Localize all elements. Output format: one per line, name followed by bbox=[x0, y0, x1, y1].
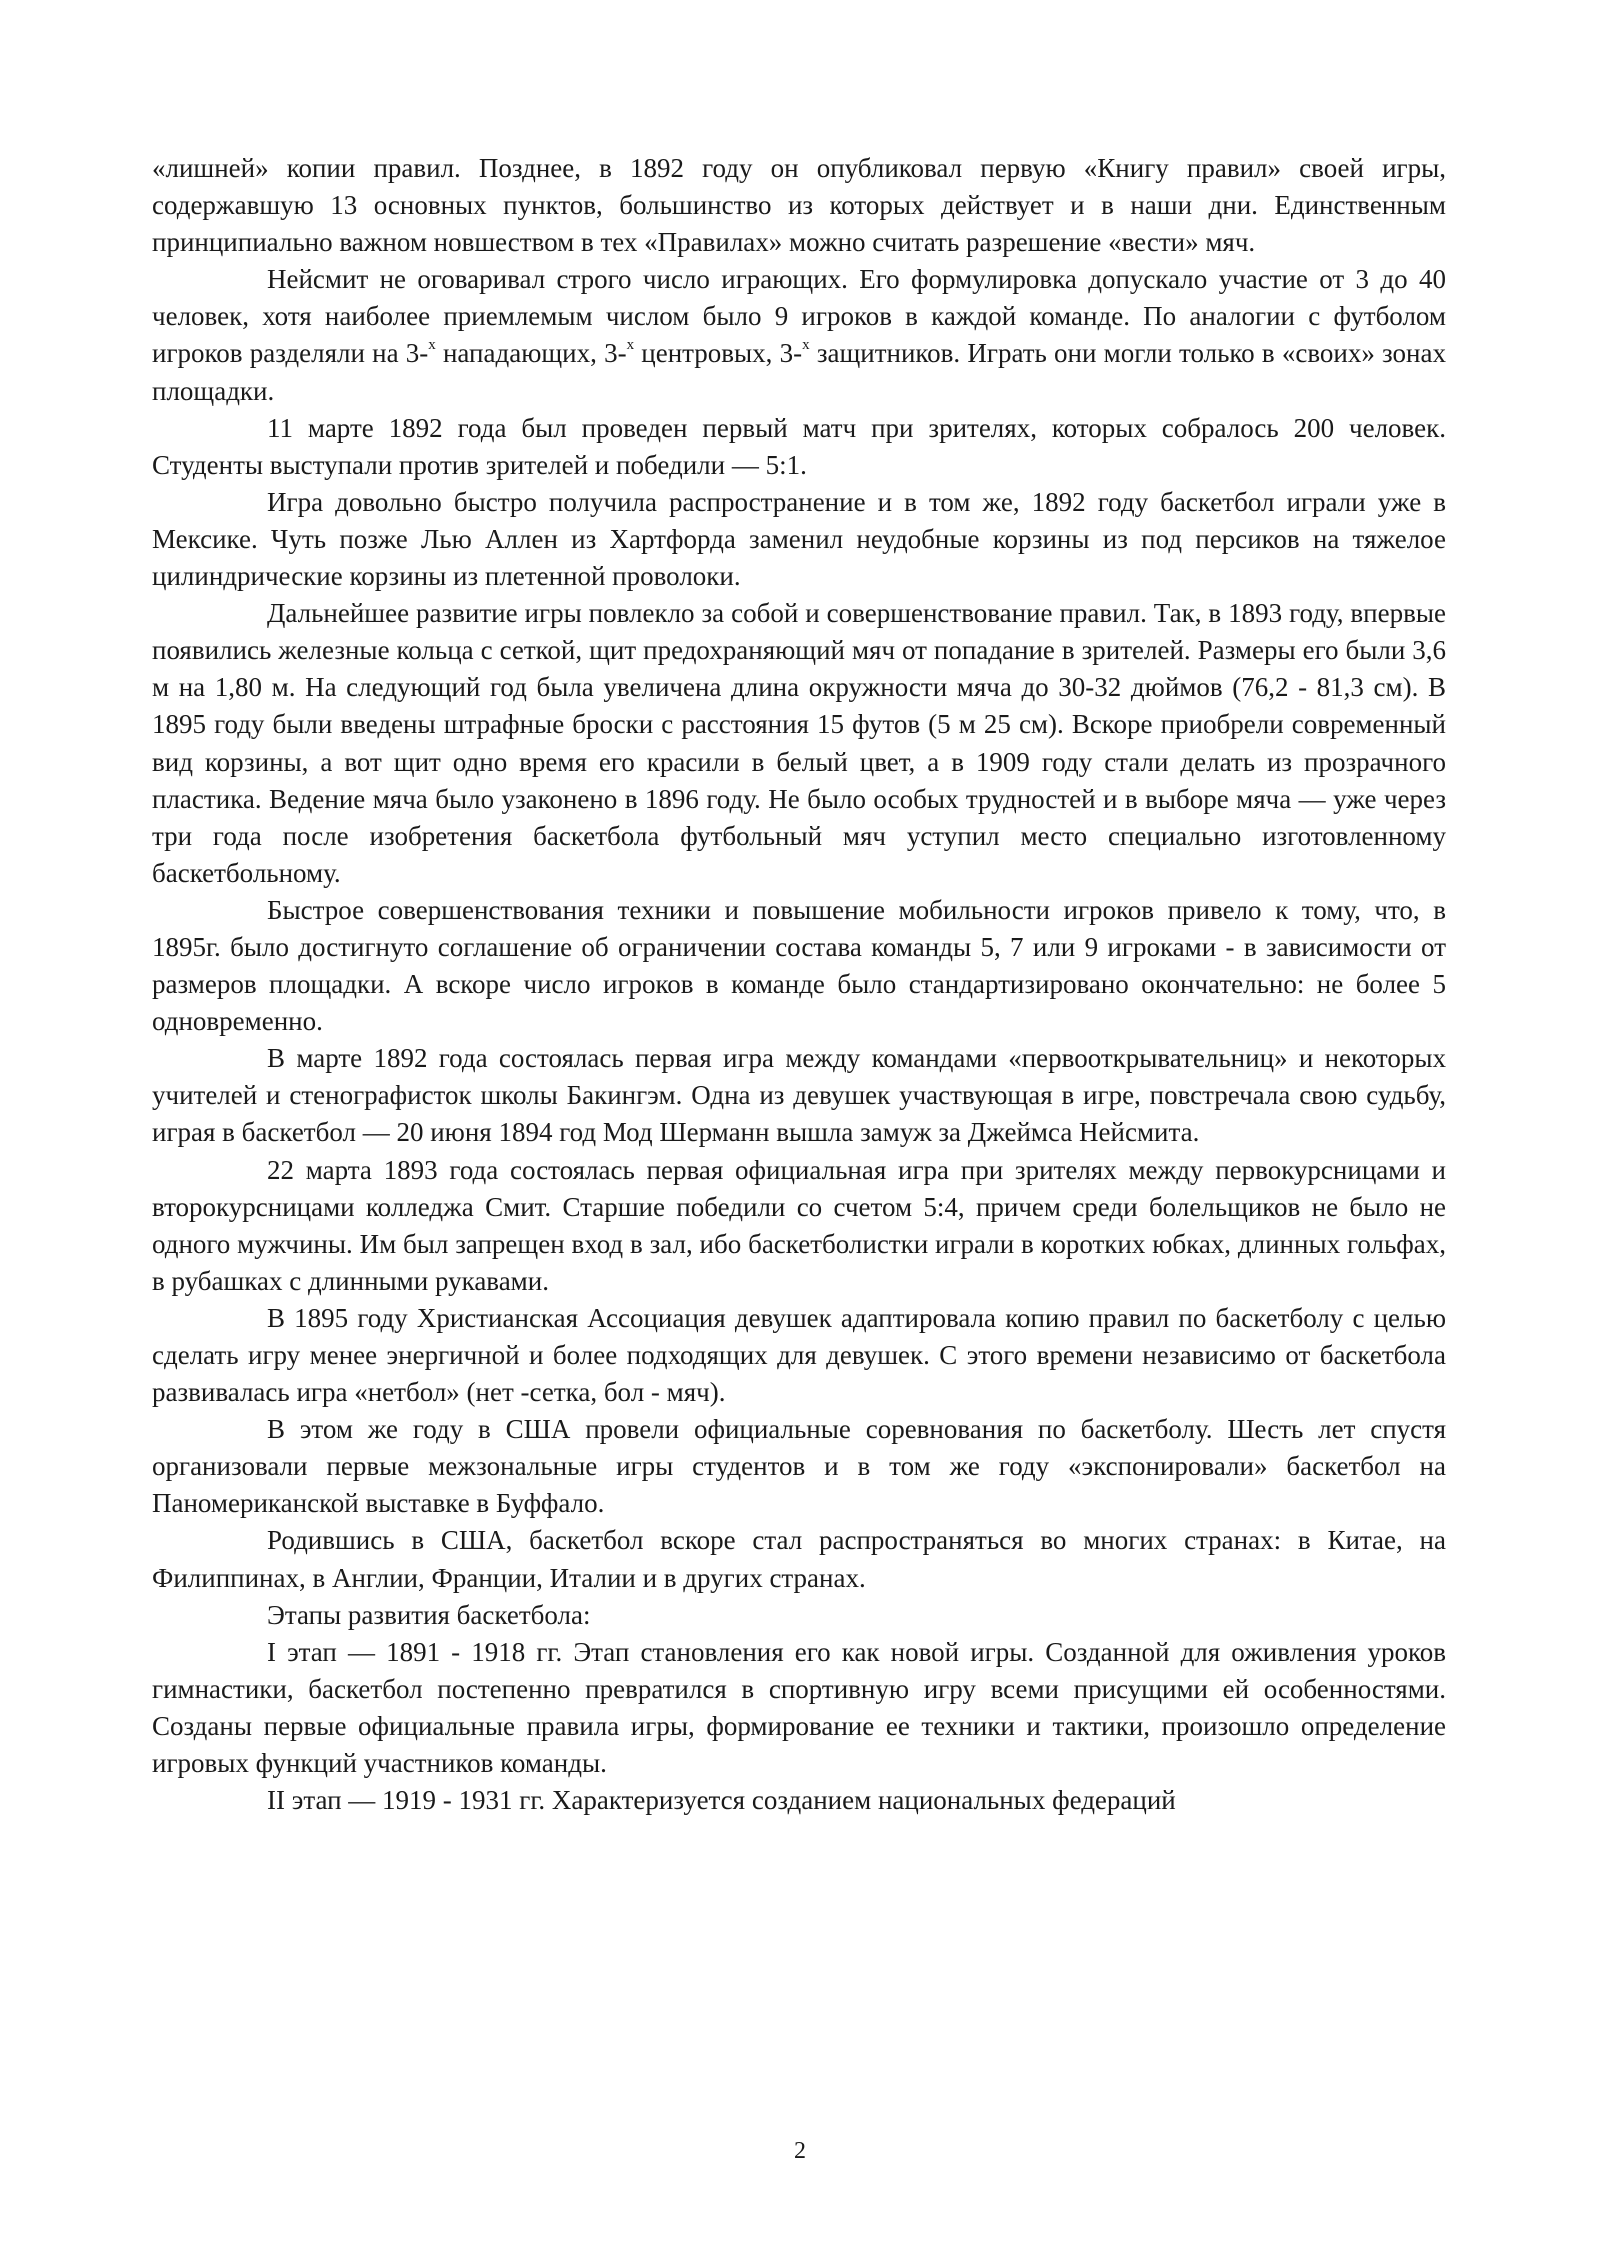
paragraph-netball: В 1895 году Христианская Ассоциация девушек адаптировала копию правил по баскетболу с целью сделать игру менее энергичной и более подходящих для девушек. С этого времени независимо от баскетбола развивалась игра «нетбол» (нет -сетка, бол - мяч). bbox=[152, 1302, 1446, 1408]
paragraph-rules-book: «лишней» копии правил. Позднее, в 1892 году он опубликовал первую «Книгу правил» своей игры, содержавшую 13 основных пунктов, большинство из которых действует и в наши дни. Единственным принципиально важном новшеством в тех «Правилах» можно считать разрешение «вести» мяч. bbox=[152, 153, 1446, 258]
paragraph-womens-game: В марте 1892 года состоялась первая игра между командами «первооткрывательниц» и некоторых учителей и стенографисток школы Бакингэм. Одна из девушек участвующая в игре, повстречала свою судьбу, играя в баскетбол — 20 июня 1894 год Мод Шерманн вышла замуж за Джеймса Нейсмита. bbox=[152, 1043, 1446, 1148]
players-text-2: нападающих, 3- bbox=[435, 338, 627, 369]
paragraph-usa-competitions: В этом же году в США провели официальные соревнования по баскетболу. Шесть лет спустя организовали первые межзональные игры студентов и в том же году «экспонировали» баскетбол на Паномериканской выставке в Буффало. bbox=[152, 1414, 1446, 1519]
page-number: 2 bbox=[794, 2138, 806, 2164]
paragraph-smith-college: 22 марта 1893 года состоялась первая официальная игра при зрителях между первокурсницами и второкурсницами колледжа Смит. Старшие победили со счетом 5:4, причем среди болельщиков не было не одного мужчины. Им был запрещен вход в зал, ибо баскетболистки играли в коротких юбках, длинных гольфах, в рубашках с длинными рукавами. bbox=[152, 1154, 1446, 1296]
paragraph-spread-countries: Родившись в США, баскетбол вскоре стал распространяться во многих странах: в Китае, на Филиппинах, в Англии, Франции, Италии и в других странах. bbox=[152, 1525, 1446, 1593]
players-text-4: защитников. Играть они могли только в «своих» зонах площадки. bbox=[152, 338, 1446, 406]
document-body bbox=[152, 150, 1446, 1819]
paragraph-team-size: Быстрое совершенствования техники и повышение мобильности игроков привело к тому, что, в 1895г. было достигнуто соглашение об ограничении состава команды 5, 7 или 9 игроками - в зависимости от размеров площадки. А вскоре число игроков в команде было стандартизировано окончательно: не более 5 одновременно. bbox=[152, 894, 1446, 1037]
paragraph-spread-mexico: Игра довольно быстро получила распространение и в том же, 1892 году баскетбол играли уже в Мексике. Чуть позже Лью Аллен из Хартфорда заменил неудобные корзины из под персиков на тяжелое цилиндрические корзины из плетенной проволоки. bbox=[152, 486, 1446, 592]
paragraph-first-match: 11 марте 1892 года был проведен первый матч при зрителях, которых собралось 200 человек. Студенты выступали против зрителей и победили — 5:1. bbox=[152, 412, 1446, 480]
paragraph-rules-development: Дальнейшее развитие игры повлекло за собой и совершенствование правил. Так, в 1893 году, впервые появились железные кольца с сеткой, щит предохраняющий мяч от попадание в зрителей. Размеры его были 3,6 м на 1,80 м. На следующий год была увеличена длина окружности мяча до 30-32 дюймов (76,2 - 81,3 см). В 1895 году были введены штрафные броски с расстояния 15 футов (5 м 25 см). Вскоре приобрели современный вид корзины, а вот щит одно время его красили в белый цвет, а в 1909 году стали делать из прозрачного пластика. Ведение мяча было узаконено в 1896 году. Не было особых трудностей и в выборе мяча — уже через три года после изобретения баскетбола футбольный мяч уступил место специально изготовленному баскетбольному. bbox=[152, 598, 1446, 888]
superscript-mark: х bbox=[626, 337, 635, 354]
players-text-1: Нейсмит не оговаривал строго число играющих. Его формулировка допускало участие от 3 до 40 человек, хотя наиболее приемлемым числом было 9 игроков в каждой команде. По аналогии с футболом игроков разделяли на 3- bbox=[152, 264, 1446, 369]
paragraph-players-count bbox=[152, 261, 1446, 409]
players-text-3: центровых, 3- bbox=[634, 338, 803, 369]
paragraph-stages-heading: Этапы развития баскетбола: bbox=[267, 1599, 591, 1630]
superscript-mark: х bbox=[802, 337, 810, 354]
paragraph-stage-2: II этап — 1919 - 1931 гг. Характеризуется созданием национальных федераций bbox=[267, 1785, 1176, 1816]
superscript-mark: х bbox=[428, 337, 436, 354]
paragraph-stage-1: I этап — 1891 - 1918 гг. Этап становления его как новой игры. Созданной для оживления уроков гимнастики, баскетбол постепенно превратился в спортивную игру всеми присущими ей особенностями. Созданы первые официальные правила игры, формирование ее техники и тактики, произошло определение игровых функций участников команды. bbox=[152, 1636, 1446, 1779]
